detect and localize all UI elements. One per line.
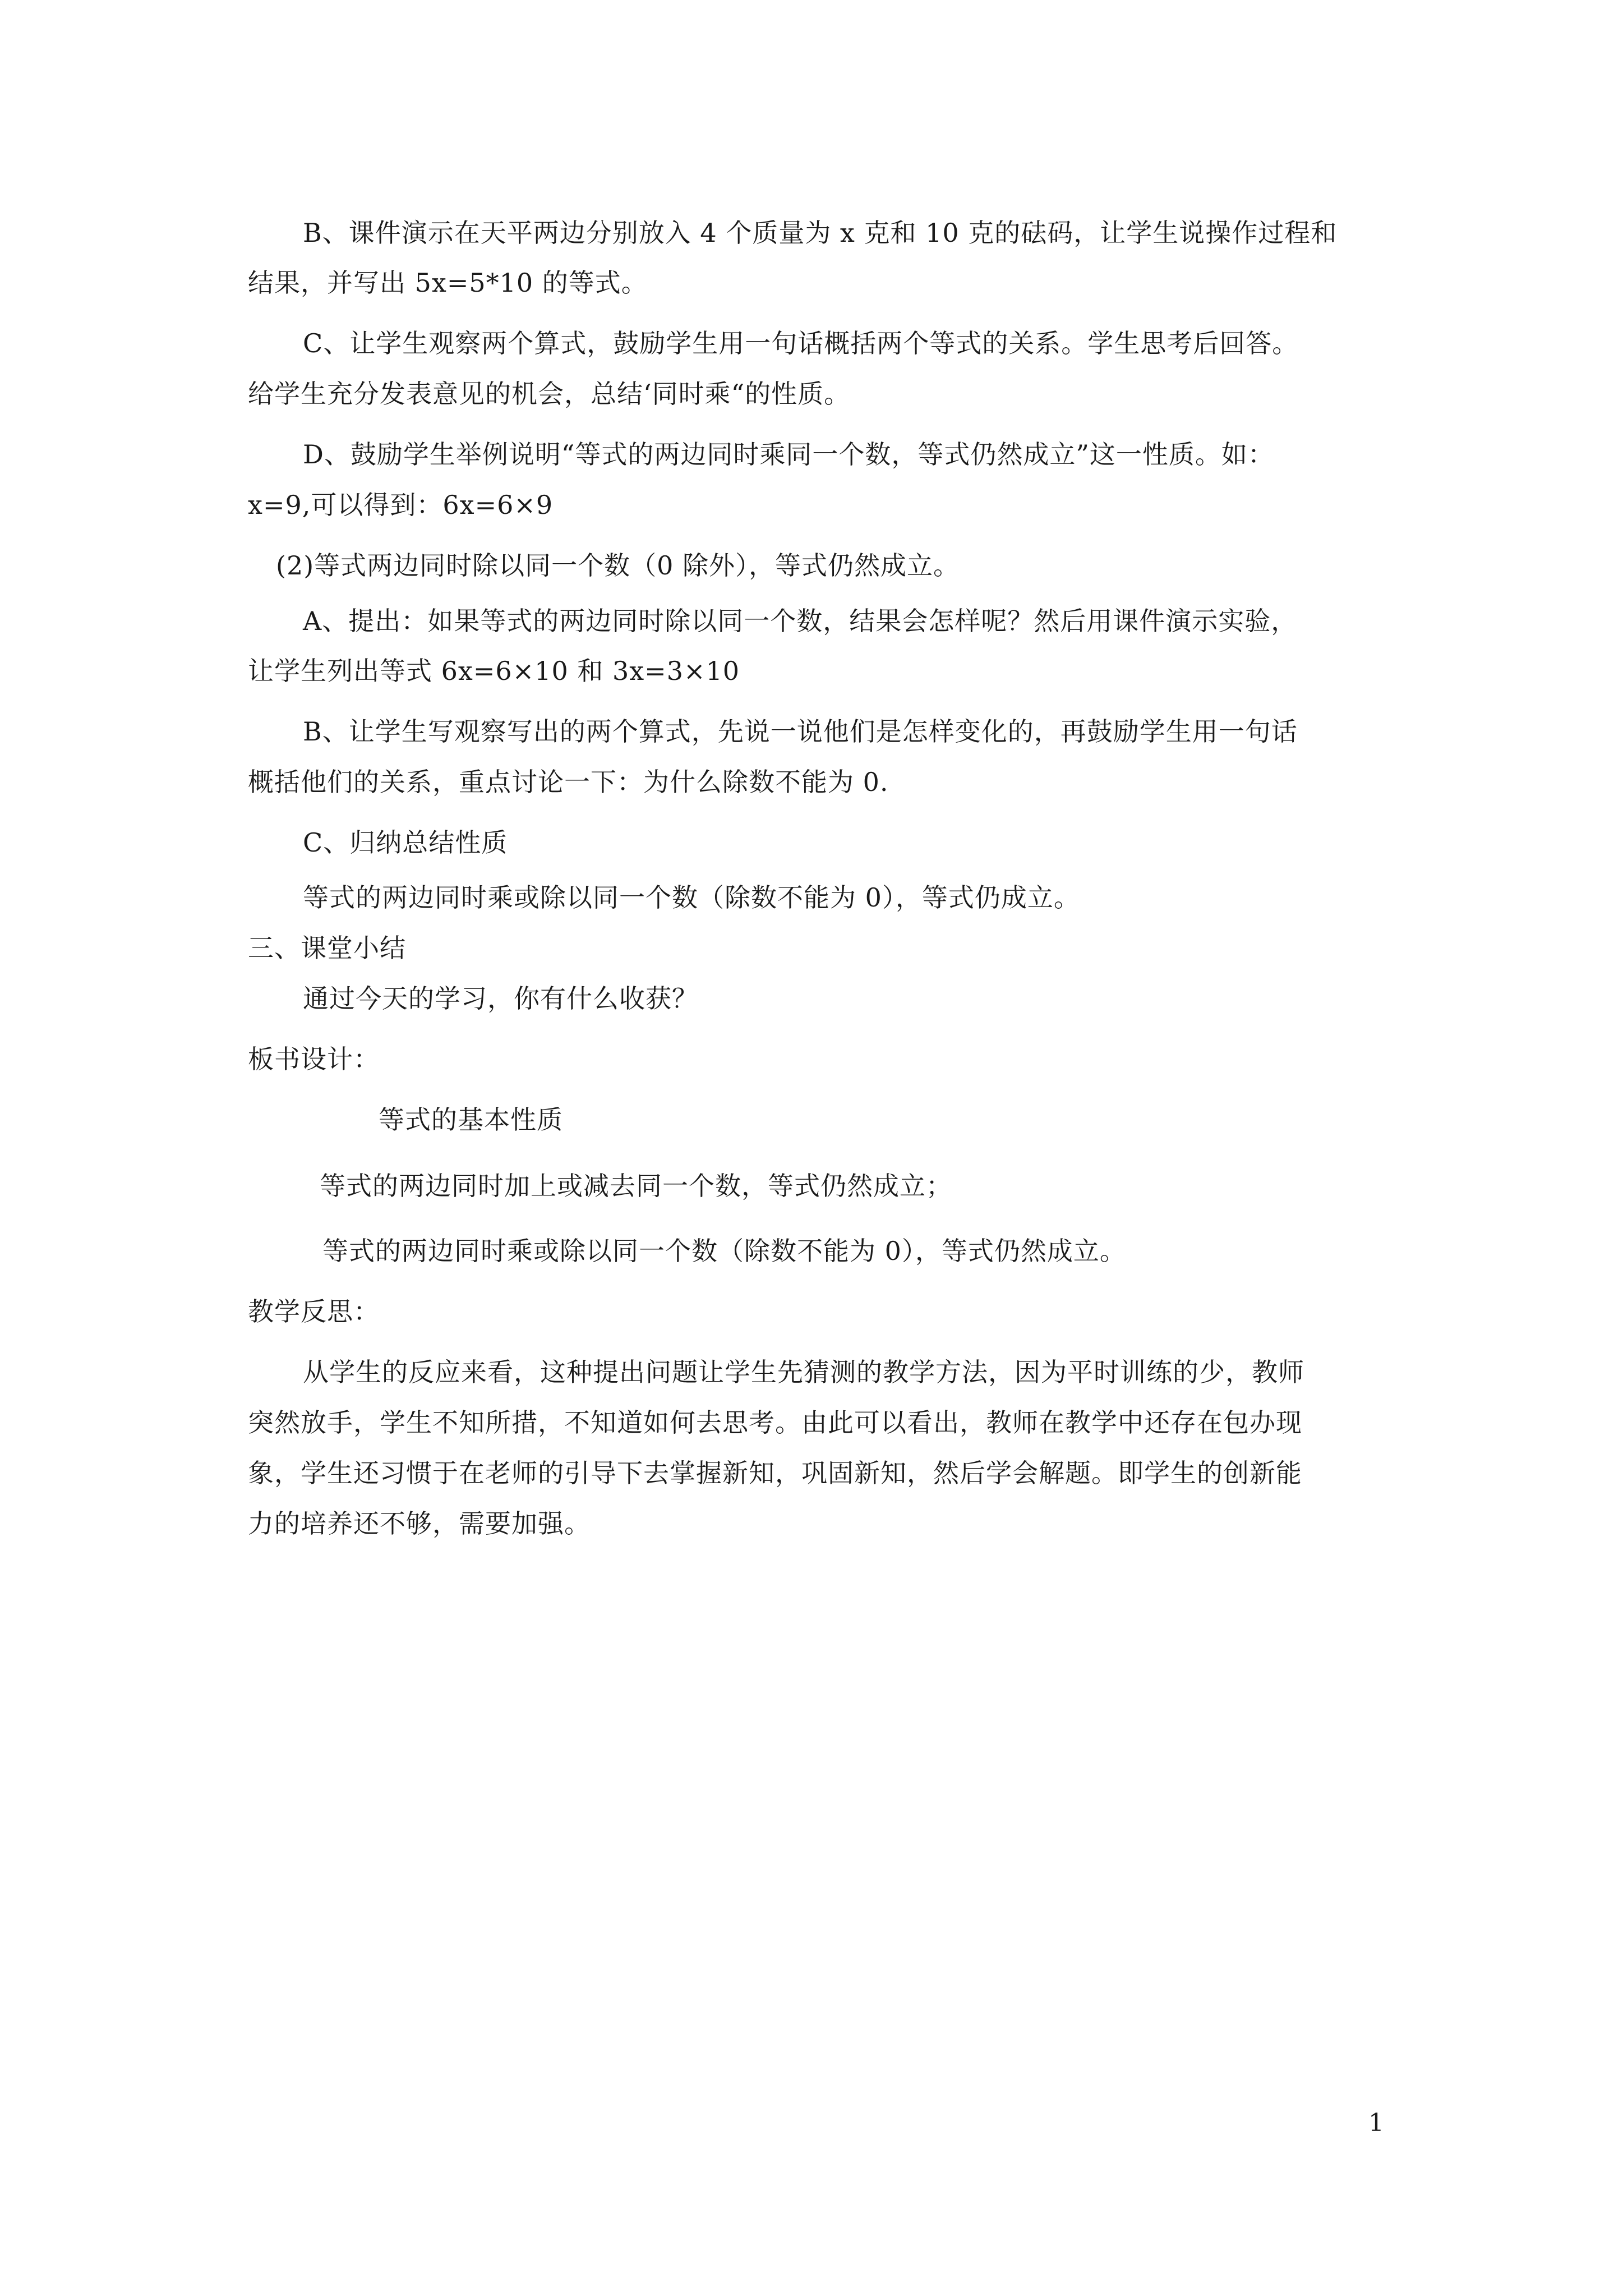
paragraph-line: 力的培养还不够，需要加强。 — [248, 1508, 591, 1539]
board-title: 等式的基本性质 — [379, 1105, 563, 1135]
paragraph-line: B、让学生写观察写出的两个算式，先说一说他们是怎样变化的，再鼓励学生用一句话 — [303, 716, 1298, 747]
section-heading: 板书设计： — [248, 1044, 380, 1074]
paragraph-line: 通过今天的学习，你有什么收获？ — [303, 983, 698, 1014]
paragraph-line: C、归纳总结性质 — [303, 827, 508, 858]
paragraph-line: A、提出：如果等式的两边同时除以同一个数，结果会怎样呢？然后用课件演示实验， — [303, 606, 1298, 636]
page-number: 1 — [1368, 2109, 1384, 2137]
paragraph-line: 让学生列出等式 6x=6×10 和 3x=3×10 — [248, 656, 740, 686]
paragraph-line: C、让学生观察两个算式，鼓励学生用一句话概括两个等式的关系。学生思考后回答。 — [303, 328, 1299, 358]
paragraph-line: D、鼓励学生举例说明“等式的两边同时乘同一个数，等式仍然成立”这一性质。如： — [303, 439, 1274, 470]
paragraph-line: 象，学生还习惯于在老师的引导下去掌握新知，巩固新知，然后学会解题。即学生的创新能 — [248, 1458, 1302, 1488]
paragraph-line: 给学生充分发表意见的机会，总结‘同时乘“的性质。 — [248, 379, 851, 409]
section-heading: (2)等式两边同时除以同一个数（0 除外），等式仍然成立。 — [276, 550, 960, 581]
paragraph-line: x=9,可以得到：6x=6×9 — [248, 490, 554, 520]
paragraph-line: 等式的两边同时乘或除以同一个数（除数不能为 0），等式仍成立。 — [303, 882, 1080, 913]
paragraph-line: 从学生的反应来看，这种提出问题让学生先猜测的教学方法，因为平时训练的少，教师 — [303, 1357, 1304, 1387]
paragraph-line: B、课件演示在天平两边分别放入 4 个质量为 x 克和 10 克的砝码，让学生说操作过程和 — [303, 218, 1338, 248]
paragraph-line: 突然放手，学生不知所措，不知道如何去思考。由此可以看出，教师在教学中还存在包办现 — [248, 1407, 1302, 1438]
section-heading: 教学反思： — [248, 1296, 380, 1327]
paragraph-line: 结果，并写出 5x=5*10 的等式。 — [248, 268, 648, 298]
section-heading: 三、课堂小结 — [248, 933, 406, 963]
paragraph-line: 概括他们的关系，重点讨论一下：为什么除数不能为 0. — [248, 767, 889, 797]
board-line: 等式的两边同时乘或除以同一个数（除数不能为 0），等式仍然成立。 — [322, 1236, 1126, 1266]
board-line: 等式的两边同时加上或减去同一个数，等式仍然成立； — [320, 1171, 952, 1201]
